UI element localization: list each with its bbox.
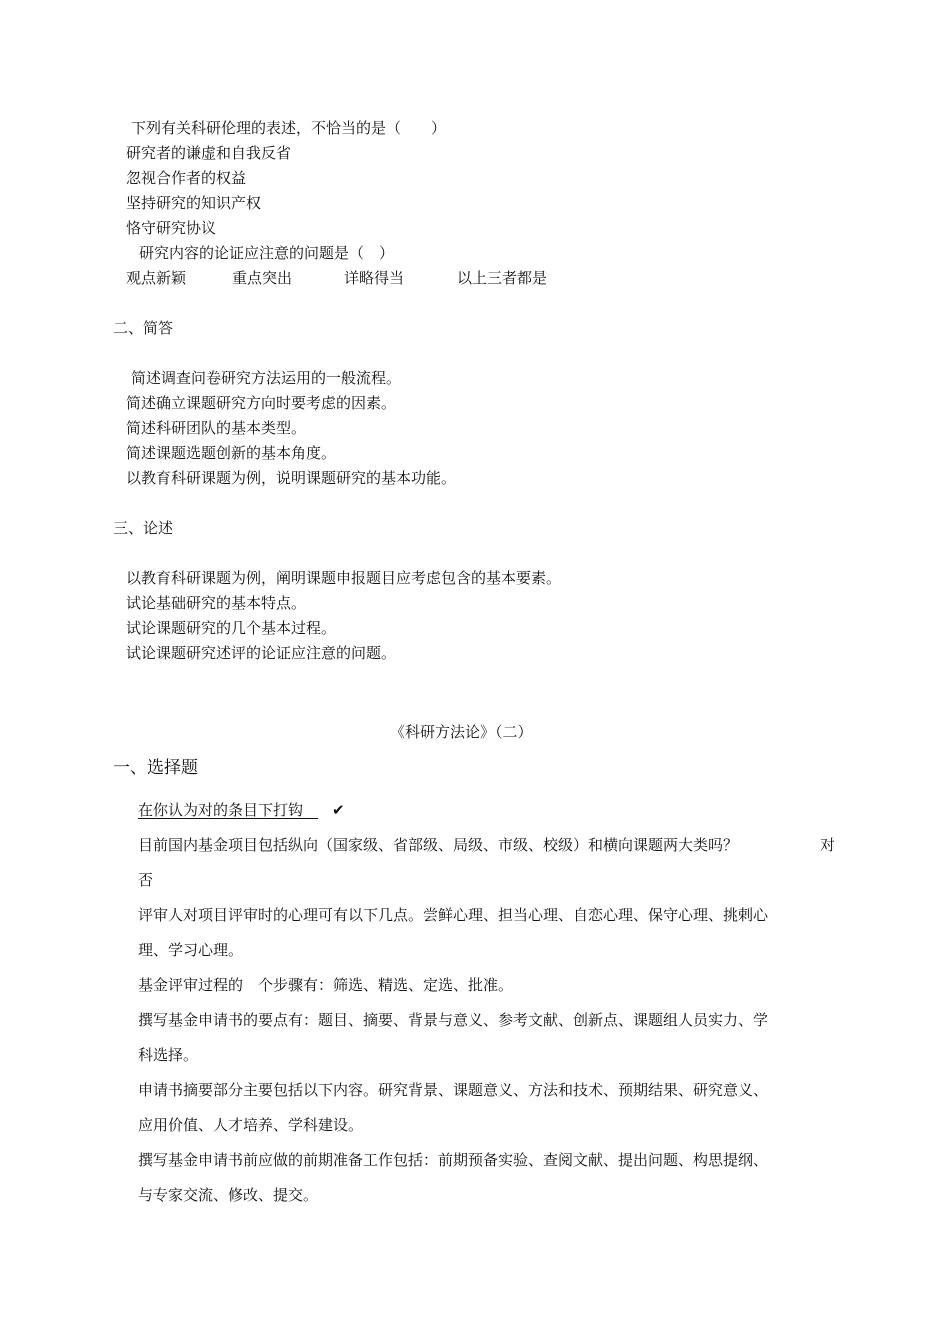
list-item: 试论基础研究的基本特点。 bbox=[126, 594, 307, 612]
list-item: 试论课题研究的几个基本过程。 bbox=[126, 619, 337, 637]
option-text: 以上三者都是 bbox=[457, 269, 548, 287]
list-item: 简述科研团队的基本类型。 bbox=[126, 419, 307, 437]
section-heading: 一、选择题 bbox=[113, 758, 198, 778]
list-item: 简述调查问卷研究方法运用的一般流程。 bbox=[131, 369, 402, 387]
option-text: 详略得当 bbox=[344, 269, 405, 287]
check-mark-icon: ✔ bbox=[332, 801, 345, 819]
list-item: 试论课题研究述评的论证应注意的问题。 bbox=[126, 644, 397, 662]
paragraph-line: 理、学习心理。 bbox=[138, 941, 244, 959]
list-item: 以教育科研课题为例，说明课题研究的基本功能。 bbox=[126, 469, 457, 487]
instruction-line bbox=[138, 800, 345, 820]
paragraph-line: 应用价值、人才培养、学科建设。 bbox=[138, 1116, 364, 1134]
answer-option: 对 bbox=[820, 836, 836, 854]
paragraph-line: 撰写基金申请书的要点有：题目、摘要、背景与意义、参考文献、创新点、课题组人员实力、学 bbox=[138, 1011, 769, 1029]
option-text: 重点突出 bbox=[232, 269, 293, 287]
paragraph-line: 评审人对项目评审时的心理可有以下几点。尝鲜心理、担当心理、自恋心理、保守心理、挑剌心 bbox=[138, 906, 769, 924]
section-heading: 二、简答 bbox=[113, 319, 174, 337]
section-heading: 三、论述 bbox=[113, 519, 174, 537]
list-item: 以教育科研课题为例，阐明课题申报题目应考虑包含的基本要素。 bbox=[126, 569, 562, 587]
paragraph-line: 申请书摘要部分主要包括以下内容。研究背景、课题意义、方法和技术、预期结果、研究意义、 bbox=[138, 1081, 769, 1099]
question-text: 研究内容的论证应注意的问题是（ ） bbox=[139, 244, 395, 262]
instruction-text: 在你认为对的条目下打钩 bbox=[138, 801, 304, 819]
option-text: 坚持研究的知识产权 bbox=[126, 194, 262, 212]
document-title: 《科研方法论》（二） bbox=[390, 723, 533, 741]
answer-option: 否 bbox=[138, 871, 154, 889]
paragraph-line: 撰写基金申请书前应做的前期准备工作包括：前期预备实验、查阅文献、提出问题、构思提纲、 bbox=[138, 1151, 769, 1169]
paragraph-line: 与专家交流、修改、提交。 bbox=[138, 1186, 319, 1204]
question-text: 下列有关科研伦理的表述，不恰当的是（ ） bbox=[131, 119, 447, 137]
paragraph-line: 基金评审过程的 个步骤有：筛选、精选、定选、批准。 bbox=[138, 976, 514, 994]
paragraph-line: 目前国内基金项目包括纵向（国家级、省部级、局级、市级、校级）和横向课题两大类吗？ bbox=[138, 836, 739, 854]
option-text: 恪守研究协议 bbox=[126, 219, 217, 237]
list-item: 简述课题选题创新的基本角度。 bbox=[126, 444, 337, 462]
option-text: 忽视合作者的权益 bbox=[126, 169, 247, 187]
option-text: 观点新颖 bbox=[126, 269, 187, 287]
option-text: 研究者的谦虚和自我反省 bbox=[126, 144, 292, 162]
list-item: 简述确立课题研究方向时要考虑的因素。 bbox=[126, 394, 397, 412]
paragraph-line: 科选择。 bbox=[138, 1046, 199, 1064]
